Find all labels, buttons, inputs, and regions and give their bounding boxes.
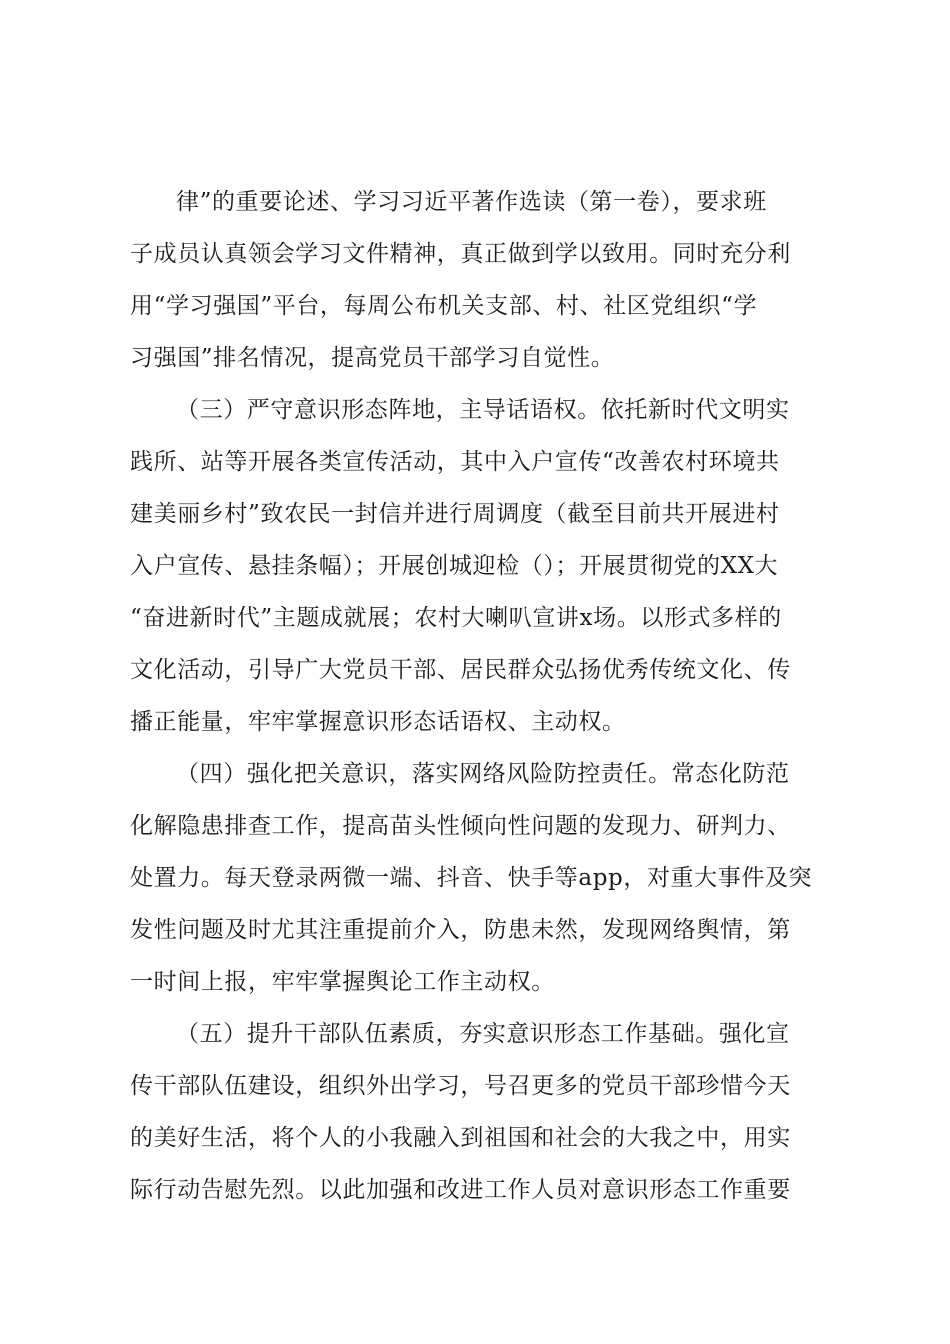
text-line: 传干部队伍建设，组织外出学习，号召更多的党员干部珍惜今天 [130, 1073, 791, 1099]
text-line: 发性问题及时尤其注重提前介入，防患未然，发现网络舆情，第 [130, 917, 791, 943]
section-heading-line: （五）提升干部队伍素质，夯实意识形态工作基础。强化宣 [176, 1021, 790, 1047]
section-heading-line: （三）严守意识形态阵地，主导话语权。依托新时代文明实 [176, 397, 790, 423]
text-line: 化解隐患排查工作，提高苗头性倾向性问题的发现力、研判力、 [130, 813, 791, 839]
text-line: 入户宣传、悬挂条幅）；开展创城迎检（）；开展贯彻党的XX大 [130, 553, 779, 579]
text-line: 子成员认真领会学习文件精神，真正做到学以致用。同时充分利 [130, 241, 791, 267]
text-line: 一时间上报，牢牢掌握舆论工作主动权。 [130, 969, 555, 995]
text-line: 习强国”排名情况，提高党员干部学习自觉性。 [130, 345, 615, 371]
paragraph-study [130, 176, 860, 384]
text-line: 的美好生活，将个人的小我融入到祖国和社会的大我之中，用实 [130, 1125, 791, 1151]
text-line: 处置力。每天登录两微一端、抖音、快手等app，对重大事件及突 [130, 865, 813, 891]
text-line: 文化活动，引导广大党员干部、居民群众弘扬优秀传统文化、传 [130, 657, 791, 683]
text-line: 律”的重要论述、学习习近平著作选读（第一卷），要求班 [176, 189, 767, 215]
text-line: “奋进新时代”主题成就展；农村大喇叭宣讲x场。以形式多样的 [130, 605, 782, 631]
text-line: 播正能量，牢牢掌握意识形态话语权、主动权。 [130, 709, 626, 735]
text-line: 践所、站等开展各类宣传活动，其中入户宣传“改善农村环境共 [130, 449, 780, 475]
paragraph-section-four [130, 748, 860, 1008]
body-text [130, 176, 860, 1216]
text-line: 用“学习强国”平台，每周公布机关支部、村、社区党组织“学 [130, 293, 758, 319]
paragraph-section-three [130, 384, 860, 748]
text-line: 际行动告慰先烈。以此加强和改进工作人员对意识形态工作重要 [130, 1177, 791, 1203]
paragraph-section-five [130, 1008, 860, 1216]
section-heading-line: （四）强化把关意识，落实网络风险防控责任。常态化防范 [176, 761, 790, 787]
text-line: 建美丽乡村”致农民一封信并进行周调度（截至目前共开展进村 [130, 501, 780, 527]
